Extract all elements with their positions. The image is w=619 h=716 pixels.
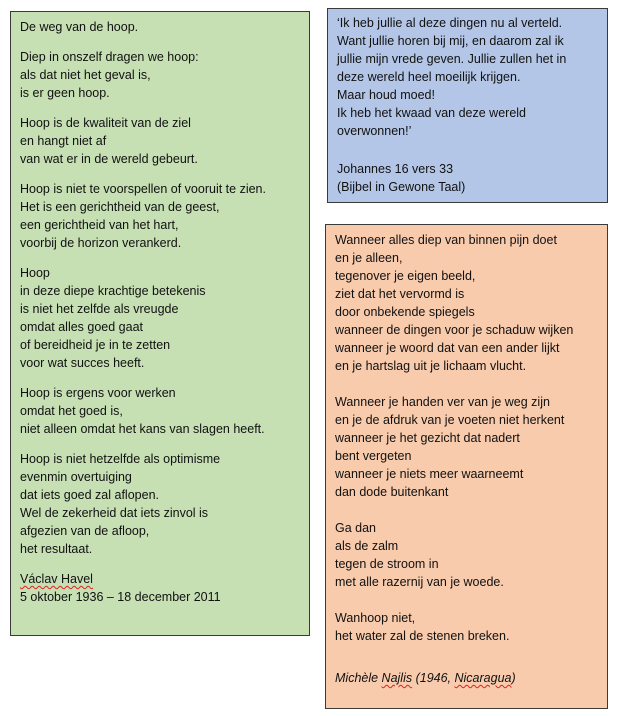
quote-line: Maar houd moed! [337,88,435,102]
poem-line: is er geen hoop. [20,86,110,100]
poem-line: dan dode buitenkant [335,485,449,499]
poem-line: Wanhoop niet, [335,611,416,625]
quote-source [337,160,598,196]
poem-stanza [20,264,300,372]
poem-stanza [335,393,598,501]
poem-line: Hoop is ergens voor werken [20,386,176,400]
poem-line: omdat het goed is, [20,404,123,418]
poem-line: of bereidheid je in te zetten [20,338,171,352]
poem-line: in deze diepe krachtige betekenis [20,284,206,298]
quote-translation: (Bijbel in Gewone Taal) [337,180,466,194]
poem-line: wanneer de dingen voor je schaduw wijken [335,323,574,337]
poem-line: omdat alles goed gaat [20,320,144,334]
poem-line: niet alleen omdat het kans van slagen heeft. [20,422,265,436]
poem-line: het resultaat. [20,542,93,556]
poem-line: van wat er in de wereld gebeurt. [20,152,198,166]
poem-line: wanneer je niets meer waarneemt [335,467,524,481]
poem-title [20,18,300,36]
poem-line: Ga dan [335,521,377,535]
poem-line: Diep in onszelf dragen we hoop: [20,50,199,64]
poem-line: tegen de stroom in [335,557,439,571]
poem-line: door onbekende spiegels [335,305,475,319]
author-name: Václav Havel [20,572,93,586]
poem-line: en je de afdruk van je voeten niet herkent [335,413,565,427]
poem-line: dat iets goed zal aflopen. [20,488,159,502]
credit-prefix: Michèle [335,671,382,685]
bible-quote-box [327,8,608,203]
poem-line: evenmin overtuiging [20,470,132,484]
quote-line: Ik heb het kwaad van deze wereld [337,106,527,120]
credit-mid: (1946, [412,671,455,685]
havel-signature [20,570,300,606]
poem-stanza [335,609,598,645]
credit-suffix: ) [511,671,516,685]
poem-line: ziet dat het vervormd is [335,287,465,301]
quote-line: Want jullie horen bij mij, en daarom zal ik [337,34,564,48]
poem-line: wanneer je het gezicht dat nadert [335,431,520,445]
poem-line: en je hartslag uit je lichaam vlucht. [335,359,527,373]
quote-line: deze wereld heel moeilijk krijgen. [337,70,521,84]
poem-line: als dat niet het geval is, [20,68,151,82]
quote-reference: Johannes 16 vers 33 [337,162,454,176]
credit-country: Nicaragua [454,671,512,685]
poem-line: het water zal de stenen breken. [335,629,510,643]
poem-line: voorbij de horizon verankerd. [20,236,182,250]
poem-line: is niet het zelfde als vreugde [20,302,179,316]
poem-stanza [335,231,598,375]
quote-line: overwonnen!’ [337,124,412,138]
poem-line: en hangt niet af [20,134,107,148]
poem-line: bent vergeten [335,449,412,463]
poem-stanza [20,114,300,168]
poem-stanza [335,519,598,591]
poem-line: De weg van de hoop. [20,20,139,34]
poem-stanza [20,450,300,558]
quote-text [337,14,598,140]
quote-line: jullie mijn vrede geven. Jullie zullen het in [337,52,567,66]
poem-line: Het is een gerichtheid van de geest, [20,200,220,214]
najlis-poem-box [325,224,608,709]
poem-stanza [20,48,300,102]
author-dates: 5 oktober 1936 – 18 december 2011 [20,590,221,604]
poem-line: Hoop [20,266,50,280]
poem-line: Wel de zekerheid dat iets zinvol is [20,506,209,520]
quote-line: ‘Ik heb jullie al deze dingen nu al verteld. [337,16,563,30]
poem-stanza [20,180,300,252]
poem-line: met alle razernij van je woede. [335,575,504,589]
poem-line: tegenover je eigen beeld, [335,269,476,283]
poem-line: als de zalm [335,539,399,553]
poem-line: en je alleen, [335,251,403,265]
poem-line: wanneer je woord dat van een ander lijkt [335,341,560,355]
havel-poem-box [10,11,310,636]
poem-line: Wanneer je handen ver van je weg zijn [335,395,550,409]
poem-line: afgezien van de afloop, [20,524,150,538]
poem-line: Hoop is de kwaliteit van de ziel [20,116,191,130]
poem-stanza [20,384,300,438]
poem-line: een gerichtheid van het hart, [20,218,179,232]
credit-name: Najlis [381,671,413,685]
poem-line: voor wat succes heeft. [20,356,145,370]
poem-line: Wanneer alles diep van binnen pijn doet [335,233,557,247]
najlis-credit [335,669,598,687]
poem-line: Hoop is niet hetzelfde als optimisme [20,452,221,466]
poem-line: Hoop is niet te voorspellen of vooruit te zien. [20,182,266,196]
